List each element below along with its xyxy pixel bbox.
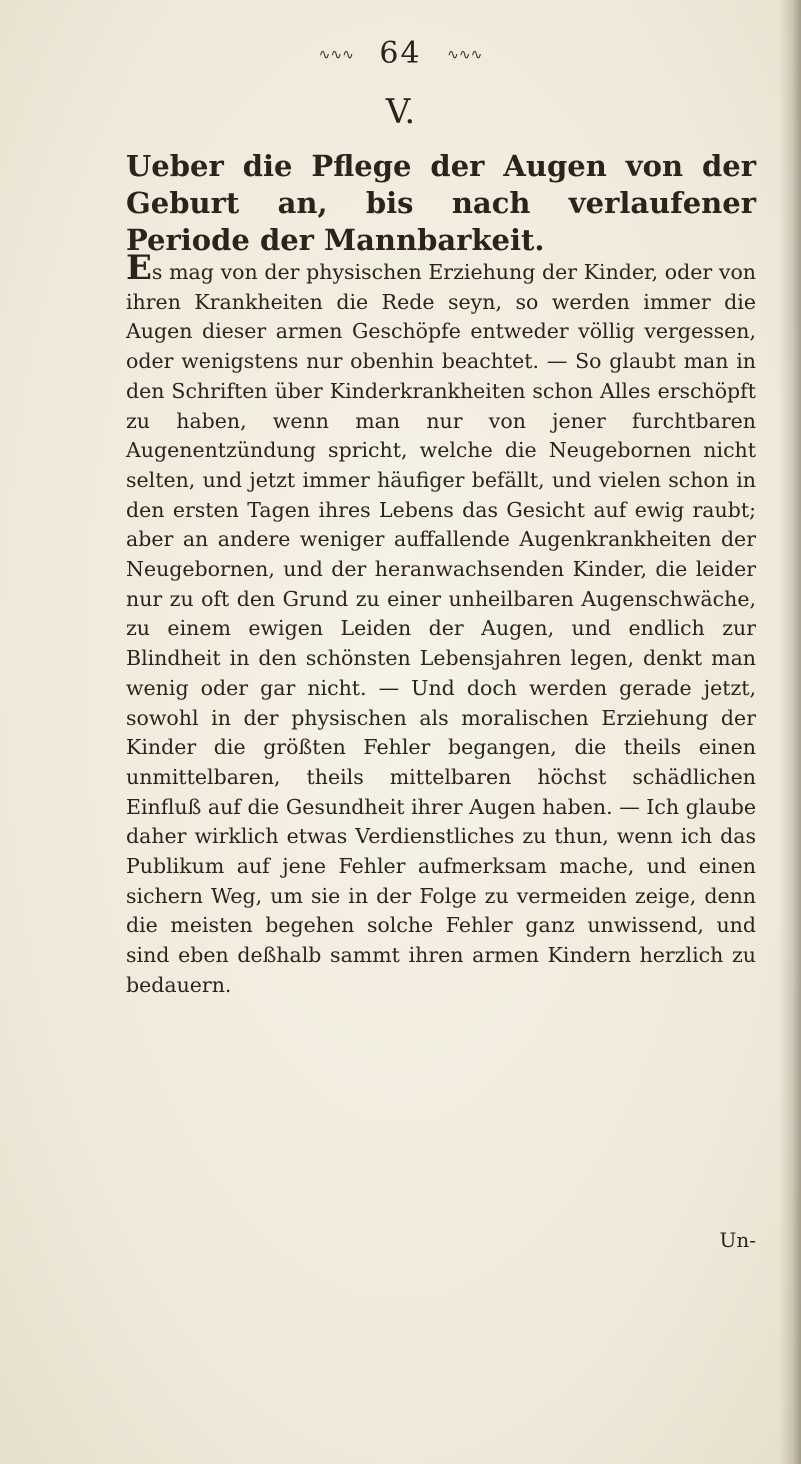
body-paragraph xyxy=(126,248,756,1001)
header-ornament-left: ∿∿∿ xyxy=(318,47,354,63)
body-paragraph-text: s mag von der physischen Erziehung der Kinder, oder von ihren Krankheiten die Rede seyn, so werden immer die Augen dieser armen Geschöpfe entweder völlig vergessen, oder wenigstens nur obenhin beachtet. — So glaubt man in den Schriften über Kinderkrankheiten schon Alles erschöpft zu haben, wenn man nur von jener furchtbaren Augenentzündung spricht, welche die Neugebornen nicht selten, und jetzt immer häufiger befällt, und vielen schon in den ersten Tagen ihres Lebens das Gesicht auf ewig raubt; aber an andere weniger auffallende Augenkrankheiten der Neugebornen, und der heranwachsenden Kinder, die leider nur zu oft den Grund zu einer unheilbaren Augenschwäche, zu einem ewigen Leiden der Augen, und endlich zur Blindheit in den schönsten Lebensjahren legen, denkt man wenig oder gar nicht. — Und doch werden gerade jetzt, sowohl in der physischen als moralischen Erziehung der Kinder die größten Fehler begangen, die theils einen unmittelbaren, theils mittelbaren höchst schädlichen Einfluß auf die Gesundheit ihrer Augen haben. — Ich glaube daher wirklich etwas Verdienstliches zu thun, wenn ich das Publikum auf jene Fehler aufmerksam mache, und einen sichern Weg, um sie in der Folge zu vermeiden zeige, denn die meisten begehen solche Fehler ganz unwissend, und sind eben deßhalb sammt ihren armen Kindern herzlich zu bedauern. xyxy=(126,260,756,997)
chapter-number: V. xyxy=(385,92,416,132)
chapter-title: Ueber die Pflege der Augen von der Geburt an, bis nach verlaufener Periode der Mannbarkeit. xyxy=(126,149,756,257)
running-header xyxy=(0,36,801,71)
header-ornament-right: ∿∿∿ xyxy=(447,47,483,63)
page-number: 64 xyxy=(379,36,422,71)
page-edge-shadow xyxy=(779,0,801,1464)
catchword: Un- xyxy=(719,1228,756,1252)
initial-letter: E xyxy=(126,248,152,288)
